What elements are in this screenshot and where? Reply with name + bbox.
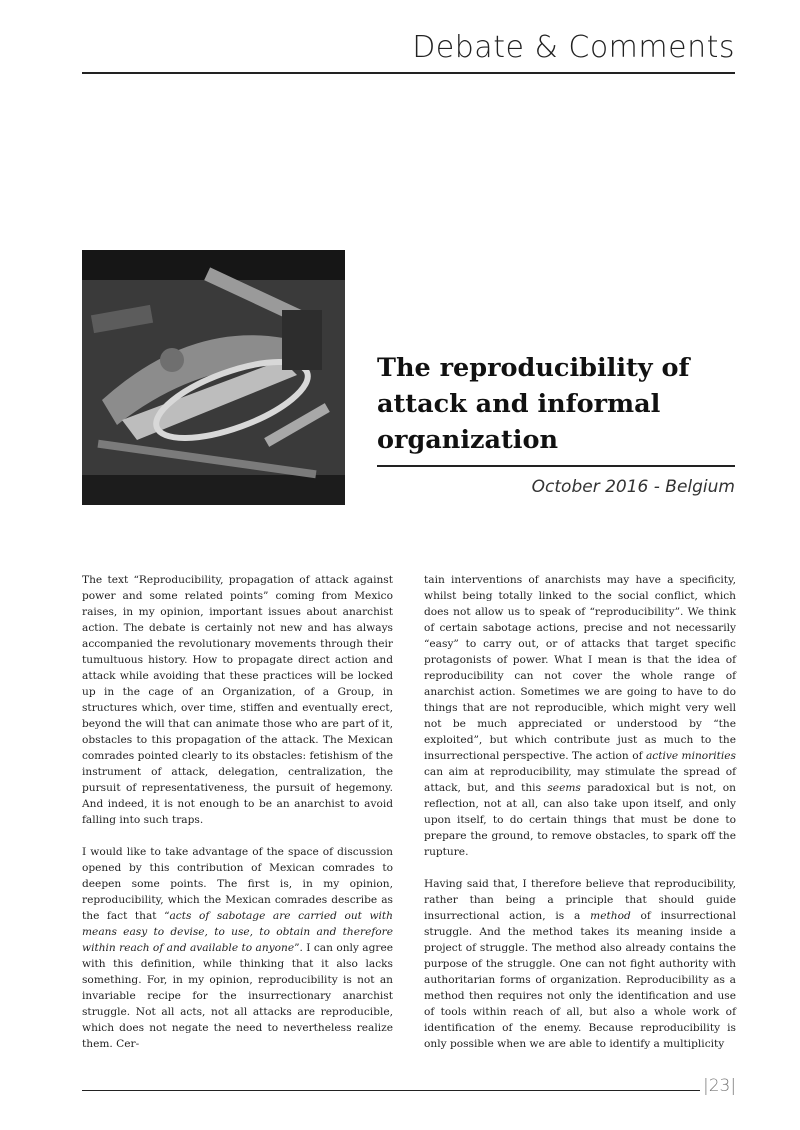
emphasis: active minorities — [645, 750, 736, 762]
paragraph — [82, 844, 393, 1052]
article-photo — [82, 250, 345, 505]
paragraph — [424, 572, 736, 860]
quoted-definition: acts of sabotage are carried out with means easy to devise, to use, to obtain and therefore within reach of and available to anyone — [82, 910, 393, 954]
emphasis: method — [590, 910, 631, 922]
body-column-right — [424, 572, 736, 1068]
paragraph-text: Having said that, I therefore believe that reproducibility, rather than being a principle that should guide insurrectional action, is a — [424, 878, 736, 922]
emphasis: seems — [547, 782, 581, 794]
article-title: The reproducibility of attack and informal organization — [377, 353, 690, 455]
paragraph-text: paradoxical but is not, on reflection, not at all, can also take upon itself, and only upon itself, to do certain things that must be done to prepare the ground, to remove obstacles, to spark off the rupture. — [424, 782, 737, 858]
paragraph-text: tain interventions of anarchists may have a specificity, whilst being totally linked to the social conflict, which does not allow us to speak of “reproducibility”. We think of certain sabotage actions, precise and not necessarily “easy” to carry out, or of attacks that target specific protagonists of power. What I mean is that the idea of reproducibility can not cover the whole range of anarchist action. Sometimes we are going to have to do things that are not reproducible, which might very well not be much appreciated or understood by “the exploited”, but which contribute just as much to the insurrectional perspective. The action of — [424, 574, 736, 762]
page-number: |23| — [703, 1076, 737, 1096]
section-header: Debate & Comments — [412, 30, 735, 65]
paragraph — [82, 572, 393, 828]
paragraph-text: can aim at reproducibility, may stimulate the spread of attack, but, and this — [424, 766, 736, 794]
paragraph-text: The text “Reproducibility, propagation of attack against power and some related points” coming from Mexico raises, in my opinion, important issues about anarchist action. The debate is certainly not new and has always accompanied the revolutionary movements through their tumultuous history. How to propagate direct action and attack while avoiding that these practices will be locked up in the cage of an Organization, of a Group, in structures which, over time, stiffen and eventually erect, beyond the will that can animate those who are part of it, obstacles to this propagation of the attack. The Mexican comrades pointed clearly to its obstacles: fetishism of the instrument of attack, delegation, centralization, the pursuit of representativeness, the pursuit of hegemony. And indeed, it is not enough to be an anarchist to avoid falling into such traps. — [82, 574, 393, 826]
footer-rule — [82, 1090, 700, 1091]
paragraph-text: ”. I can only agree with this definition, while thinking that it also lacks something. For, in my opinion, reproducibility is not an invariable recipe for the insurrectionary anarchist struggle. Not all acts, not all attacks are reproducible, which does not negate the need to nevertheless realize them. Cer- — [82, 942, 393, 1050]
paragraph-text: I would like to take advantage of the space of discussion opened by this contribution of Mexican comrades to deepen some points. The first is, in my opinion, reproducibility, which the Mexican comrades describe as the fact that “ — [82, 846, 393, 922]
header-rule — [82, 72, 735, 74]
title-rule — [377, 465, 735, 467]
article-dateline: October 2016 - Belgium — [531, 477, 735, 497]
body-column-left — [82, 572, 393, 1068]
paragraph-text: of insurrectional struggle. And the method takes its meaning inside a project of struggle. The method also already contains the purpose of the struggle. One can not fight authority with authoritarian forms of organization. Reproducibility as a method then requires not only the identification and use of tools within reach of all, but also a whole work of identification of the enemy. Because reproducibility is only possible when we are able to identify a multiplicity — [424, 910, 736, 1050]
paragraph — [424, 876, 736, 1052]
